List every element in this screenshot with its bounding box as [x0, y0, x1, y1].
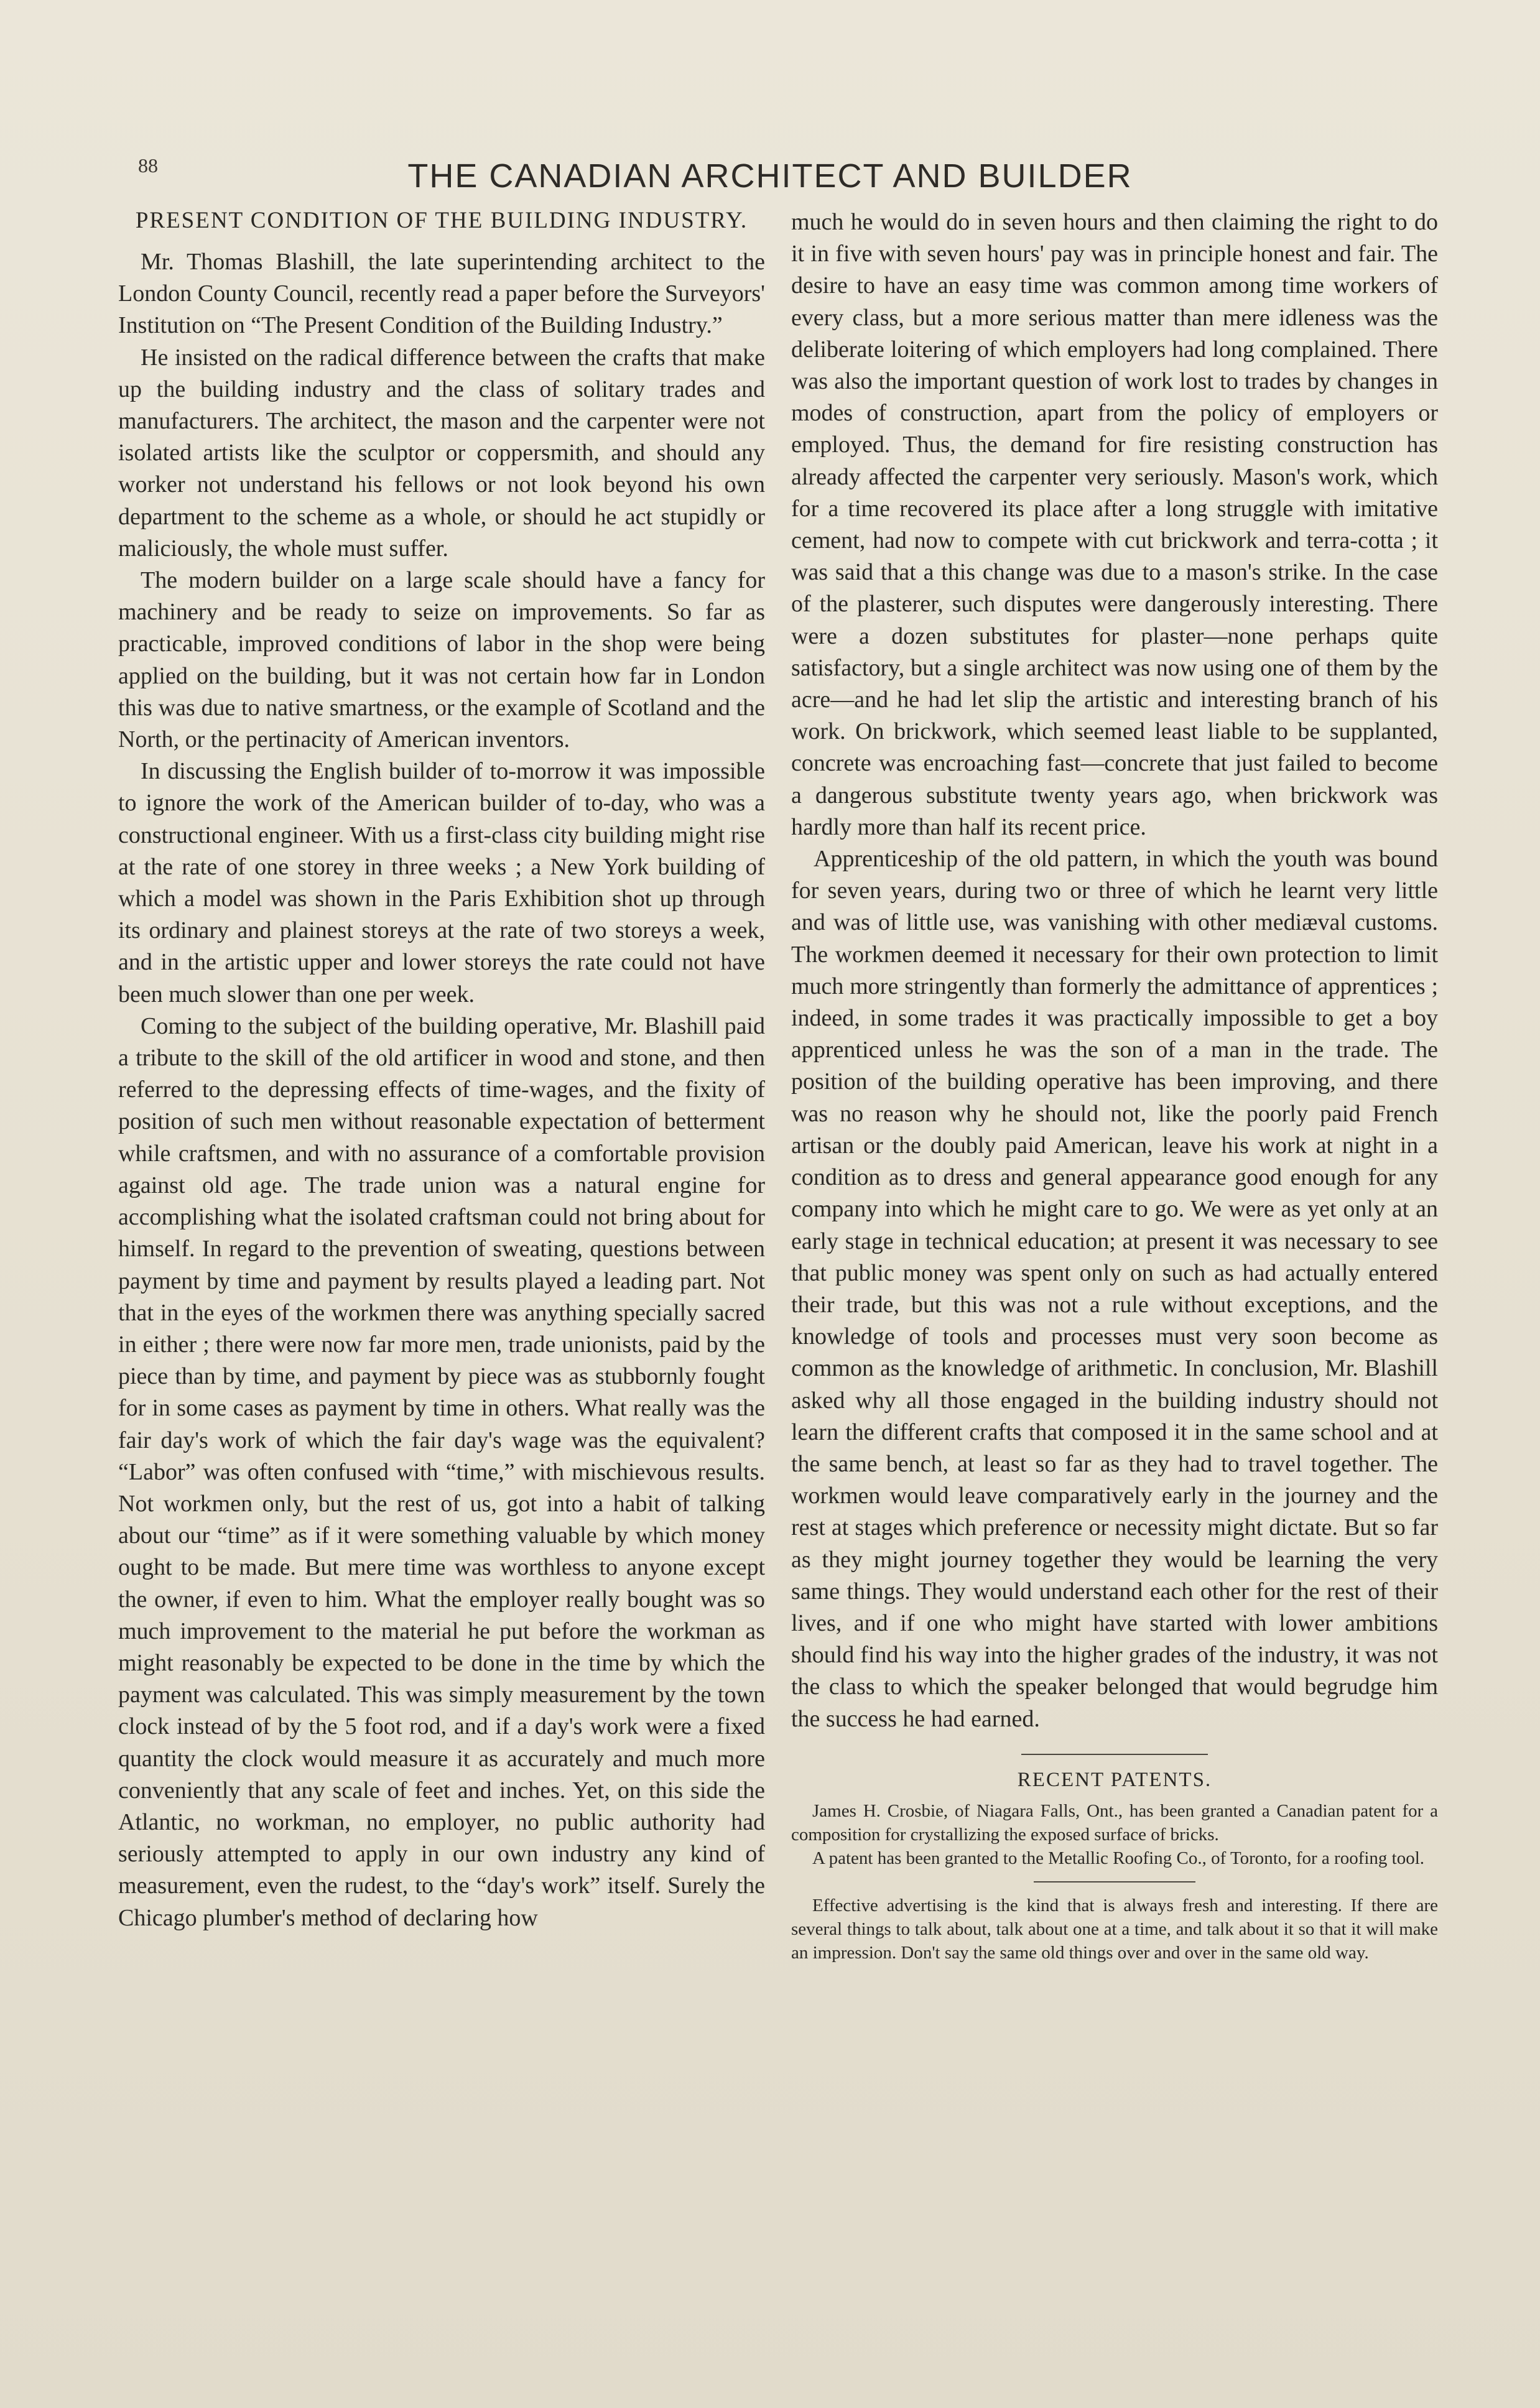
article-title: PRESENT CONDITION OF THE BUILDING INDUSTRY. [135, 208, 748, 233]
patent-item: James H. Crosbie, of Niagara Falls, Ont., has been granted a Canadian patent for a composition for crystallizing the exposed surface of bricks. [791, 1800, 1438, 1845]
article-paragraph: He insisted on the radical difference between the crafts that make up the building industry and the class of solitary trades and manufacturers. The architect, the mason and the carpenter were not isolated artists like the sculptor or coppersmith, and should any worker not understand his fellows or not look beyond his own department to the scheme as a whole, or should he act stupidly or maliciously, the whole must suffer. [118, 344, 765, 562]
section-divider [1021, 1754, 1208, 1755]
page-number: 88 [138, 154, 158, 177]
article-paragraph: In discussing the English builder of to-morrow it was impossible to ignore the work of the American builder of to-day, who was a constructional engineer. With us a first-class city building might rise at the rate of one storey in three weeks ; a New York building of which a model was shown in the Paris Exhibition shot up through its ordinary and plainest storeys at the rate of two storeys a week, and in the artistic upper and lower storeys the rate could not have been much slower than one per week. [118, 758, 765, 1007]
article-paragraph: Apprenticeship of the old pattern, in which the youth was bound for seven years, during two or three of which he learnt very little and was of little use, was vanishing with other mediæval customs. The workmen deemed it necessary for their own protection to limit much more stringently than formerly the admittance of apprentices ; indeed, in some trades it was practically impossible to get a boy apprenticed unless he was the son of a man in the trade. The position of the building operative has been improving, and there was no reason why he should not, like the poorly paid French artisan or the doubly paid American, leave his work at night in a condition as to dress and general appearance good enough for any company into which he might care to go. We were as yet only at an early stage in technical education; at present it was necessary to see that public money was spent only on such as had actually entered their trade, but this was not a rule without exceptions, and the knowledge of tools and processes must very soon become as common as the knowledge of arithmetic. In conclusion, Mr. Blashill asked why all those engaged in the building industry should not learn the different crafts that composed it in the same school and at the same bench, at least so far as they had to travel together. The workmen would leave comparatively early in the journey and the rest at stages which preference or necessity might dictate. But so far as they might journey together they would be learning the very same things. They would understand each other for the rest of their lives, and if one who might have started with lower ambitions should find his way into the higher grades of the industry, it was not the class to which the speaker belonged that would begrudge him the success he had earned. [791, 846, 1438, 1732]
article-paragraph: Mr. Thomas Blashill, the late superintending architect to the London County Council, recently read a paper before the Surveyors' Institution on “The Present Condition of the Building Industry.” [118, 249, 765, 339]
article-paragraph: Coming to the subject of the building operative, Mr. Blashill paid a tribute to the skill of the old artificer in wood and stone, and then referred to the depressing effects of time-wages, and the fixity of position of such men without reasonable expectation of betterment while craftsmen, and with no assurance of a comfortable provision against old age. The trade union was a natural engine for accomplishing what the isolated craftsman could not bring about for himself. In regard to the prevention of sweating, questions between payment by time and payment by results played a leading part. Not that in the eyes of the workmen there was anything specially sacred in either ; there were now far more men, trade unionists, paid by the piece than by time, and payment by piece was as stubbornly fought for in some cases as payment by time in others. What really was the fair day's work of which the fair day's wage was the equivalent? “Labor” was often confused with “time,” with mischievous results. Not workmen only, but the rest of us, got into a habit of talking about our “time” as if it were something valuable by which money ought to be made. But mere time was worthless to anyone except the owner, if even to him. What the employer really bought was so much improvement to the material he put before the workman as might reasonably be expected to be done in the time by which the payment was calculated. This was simply measurement by the town clock instead of by the 5 foot rod, and if a day's work were a fixed quantity the clock would measure it as accurately and much more conveniently that any scale of feet and inches. Yet, on this side the Atlantic, no workman, no employer, no public authority had seriously attempted to apply in our own industry any kind of measurement, even the rudest, to the “day's work” itself. Surely the Chicago plumber's method of declaring how [118, 1012, 765, 1931]
article-paragraph: The modern builder on a large scale should have a fancy for machinery and be ready to seize on improvements. So far as practicable, improved conditions of labor in the shop were being applied on the building, but it was not certain how far in London this was due to native smartness, or the example of Scotland and the North, or the pertinacity of American inventors. [118, 567, 765, 753]
patents-title: RECENT PATENTS. [1017, 1768, 1212, 1791]
advertising-note: Effective advertising is the kind that is always fresh and interesting. If there are several things to talk about, talk about one at a time, and talk about it so that it will make an impression. Don't say the same old things over and over in the same old way. [791, 1895, 1438, 1963]
running-title: THE CANADIAN ARCHITECT AND BUILDER [407, 157, 1133, 195]
left-column [118, 206, 765, 1934]
section-divider [1034, 1881, 1195, 1882]
article-paragraph-continued: much he would do in seven hours and then claiming the right to do it in five with seven hours' pay was in principle honest and fair. The desire to have an easy time was common among time workers of every class, but a more serious matter than mere idleness was the deliberate loitering of which employers had long complained. There was also the important question of work lost to trades by changes in modes of construction, apart from the policy of employers or employed. Thus, the demand for fire resisting construction has already affected the carpenter very seriously. Mason's work, which for a time recovered its place after a long struggle with imitative cement, had now to compete with cut brickwork and terra-cotta ; it was said that a this change was due to a mason's strike. In the case of the plasterer, such disputes were dangerously interesting. There were a dozen substitutes for plaster—none perhaps quite satisfactory, but a single architect was now using one of them by the acre—and he had let slip the artistic and interesting branch of his work. On brickwork, which seemed least liable to be supplanted, concrete was encroaching fast—concrete that just failed to become a dangerous substitute twenty years ago, when brickwork was hardly more than half its recent price. [791, 209, 1438, 840]
right-column [791, 206, 1438, 1965]
patent-item: A patent has been granted to the Metallic Roofing Co., of Toronto, for a roofing tool. [812, 1848, 1425, 1868]
